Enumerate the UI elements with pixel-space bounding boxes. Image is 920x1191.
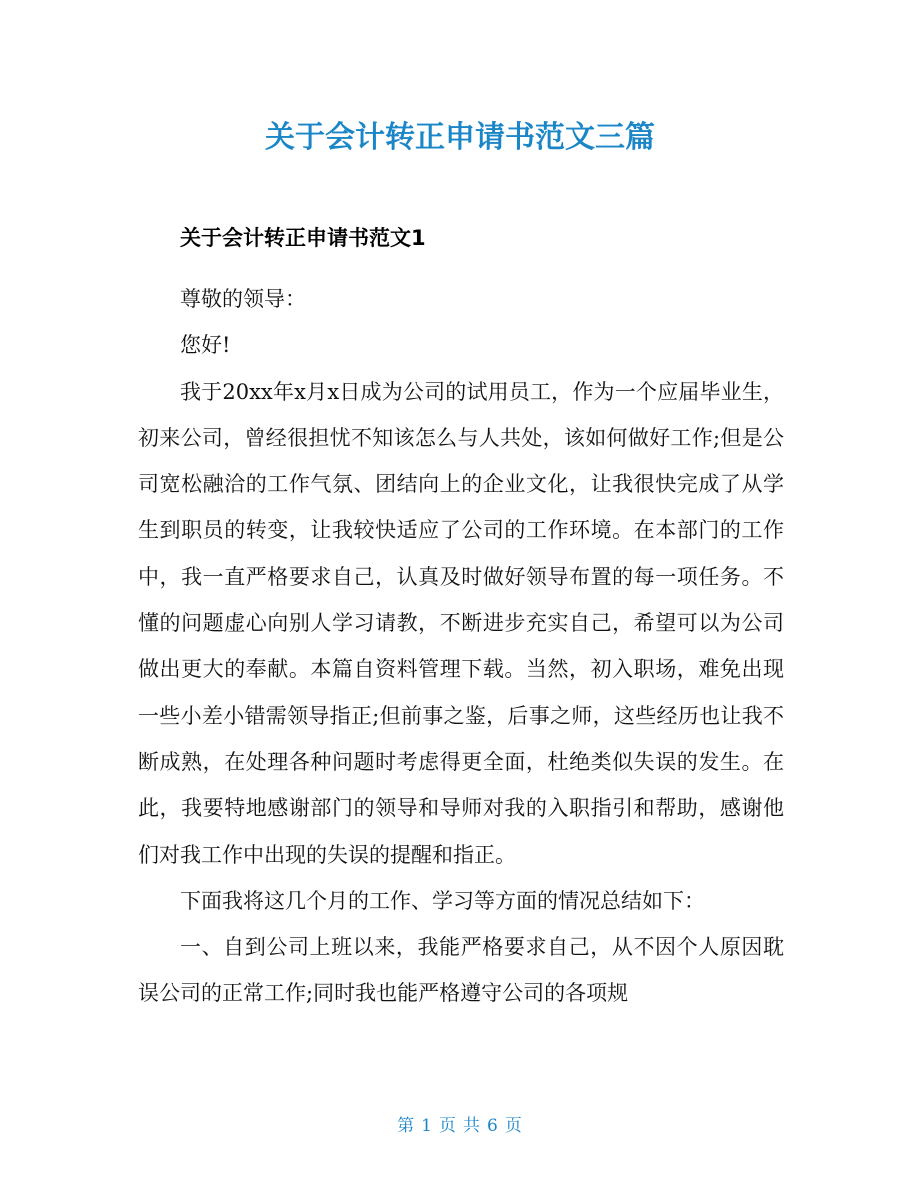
footer-prefix: 第: [397, 1116, 416, 1136]
document-body: [138, 276, 784, 1017]
footer-suffix: 页: [504, 1116, 523, 1136]
greeting: 您好!: [180, 333, 231, 358]
page-footer: [0, 1112, 920, 1140]
document-title: 关于会计转正申请书范文三篇: [265, 120, 655, 155]
body-paragraph: 下面我将这几个月的工作、学习等方面的情况总结如下：: [180, 888, 705, 913]
body-paragraph: 一、自到公司上班以来，我能严格要求自己，从不因个人原因耽误公司的正常工作;同时我也能严格遵守公司的各项规: [138, 935, 784, 1006]
footer-page-word: 页: [439, 1116, 457, 1136]
footer-total-word: 共: [463, 1116, 481, 1136]
footer-total-pages: 6: [487, 1116, 499, 1136]
footer-page-number: 1: [421, 1116, 433, 1136]
salutation: 尊敬的领导：: [180, 287, 306, 311]
body-paragraph: 我于20xx年x月x日成为公司的试用员工，作为一个应届毕业生，初来公司，曾经很担忧不知该怎么与人共处，该如何做好工作;但是公司宽松融洽的工作气氛、团结向上的企业文化，让我很快完成了从学生到职员的转变，让我较快适应了公司的工作环境。在本部门的工作中，我一直严格要求自己，认真及时做好领导布置的每一项任务。不懂的问题虚心向别人学习请教，不断进步充实自己，希望可以为公司做出更大的奉献。本篇自资料管理下载。当然，初入职场，难免出现一些小差小错需领导指正;但前事之鉴，后事之师，这些经历也让我不断成熟，在处理各种问题时考虑得更全面，杜绝类似失误的发生。在此，我要特地感谢部门的领导和导师对我的入职指引和帮助，感谢他们对我工作中出现的失误的提醒和指正。: [138, 379, 784, 867]
section-heading: 关于会计转正申请书范文1: [180, 226, 426, 250]
